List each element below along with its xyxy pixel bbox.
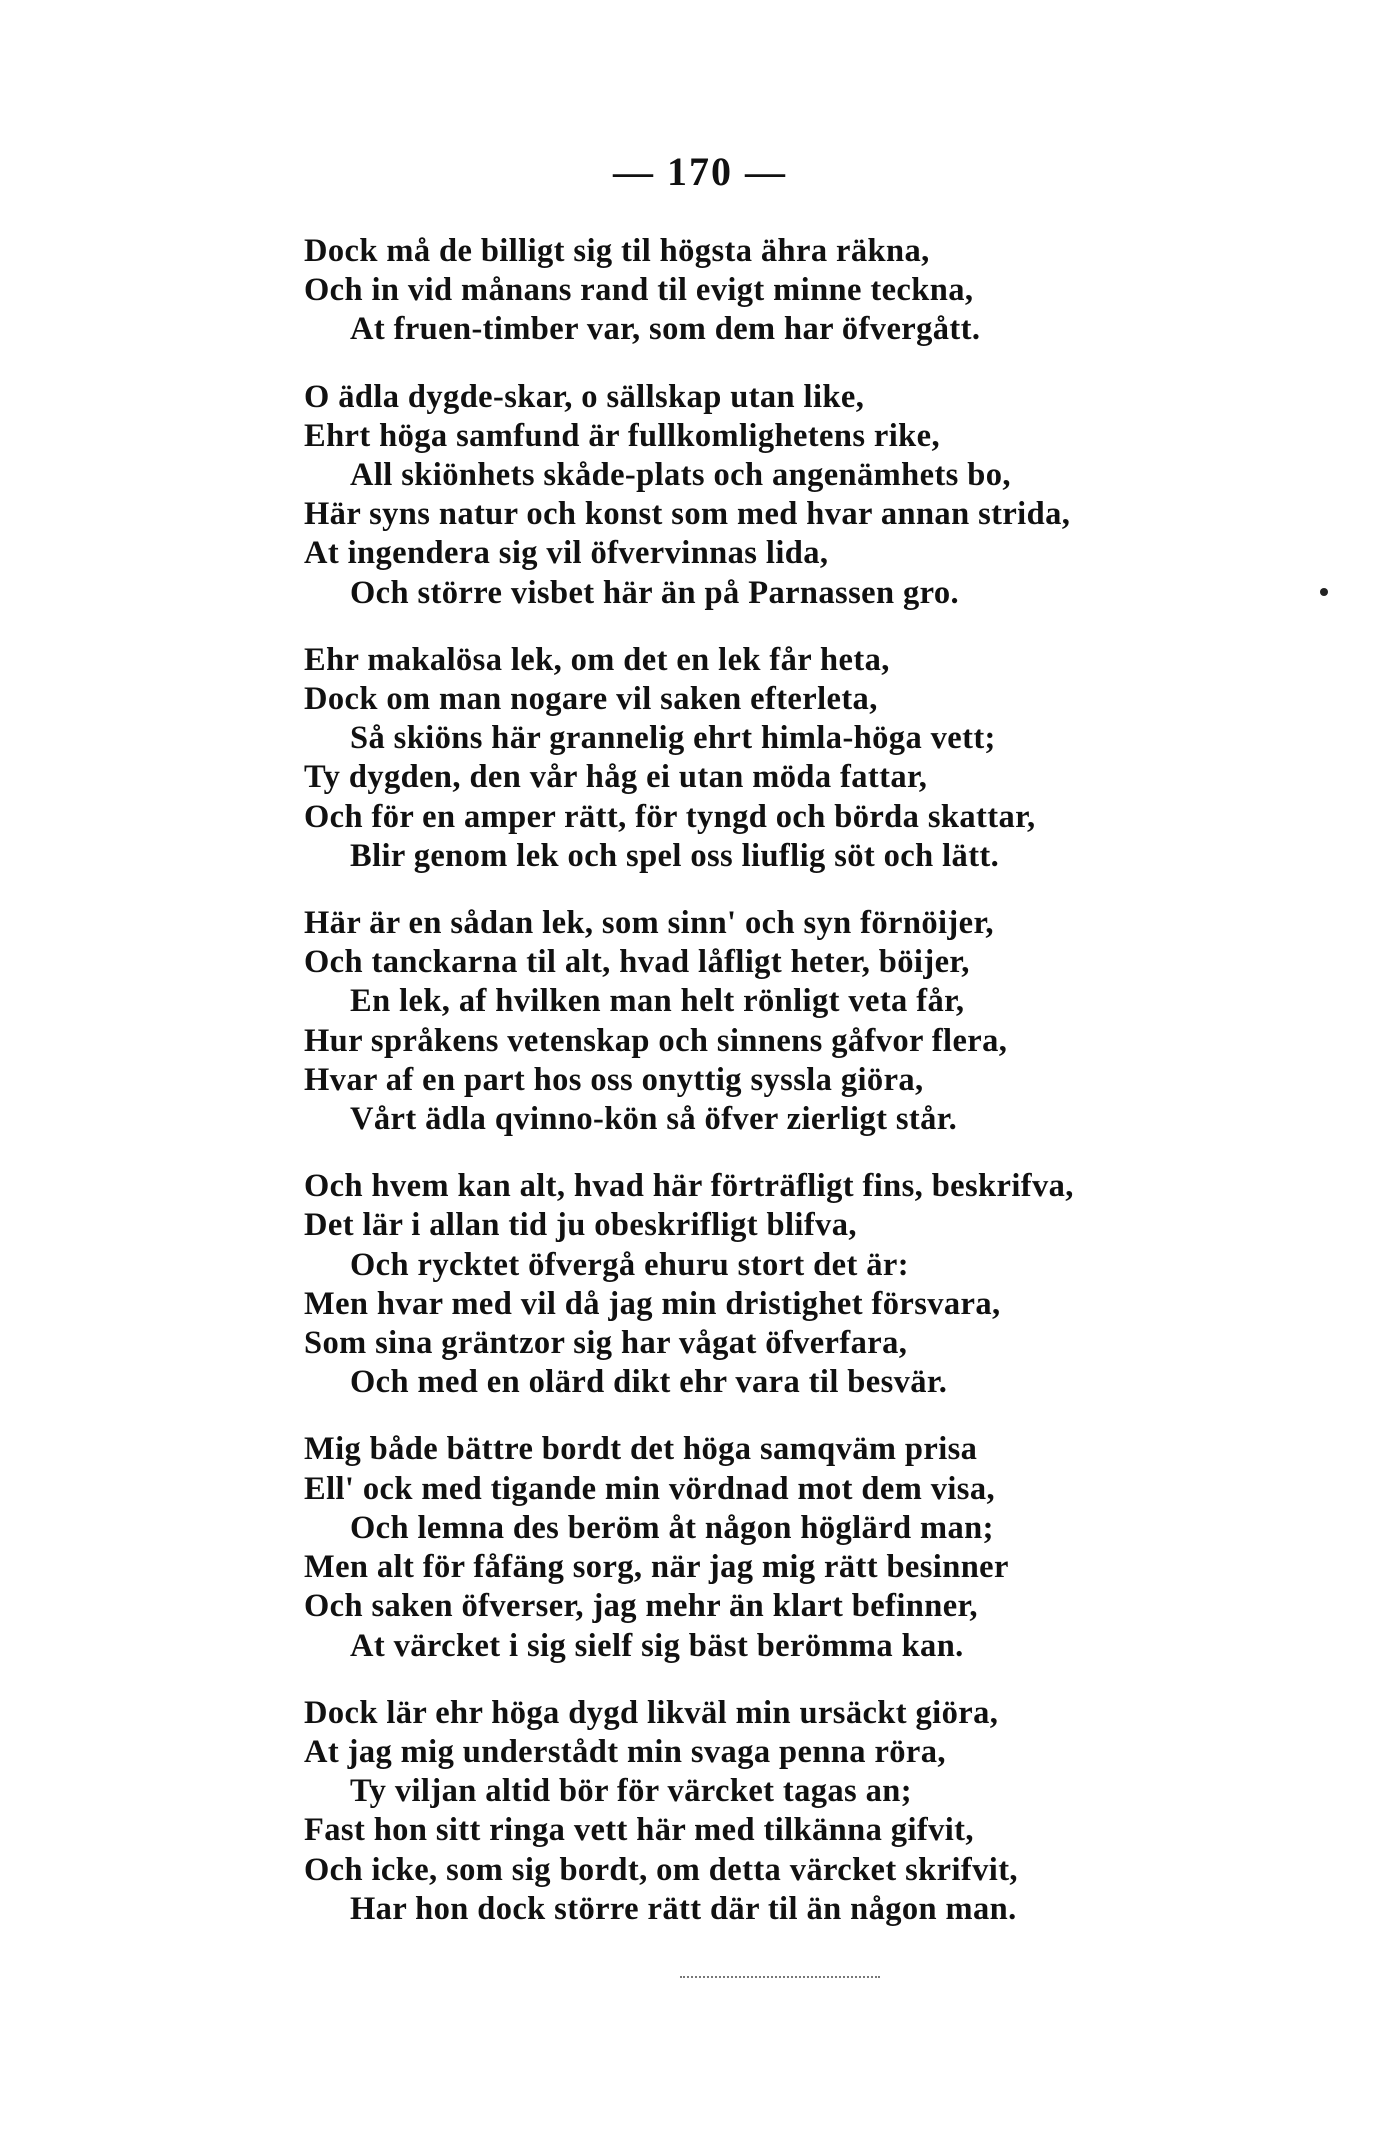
stanza xyxy=(304,1167,1364,1402)
poem-line: At jag mig understådt min svaga penna röra, xyxy=(304,1733,946,1770)
poem-line: Och rycktet öfvergå ehuru stort det är: xyxy=(350,1246,909,1283)
poem-line: Har hon dock större rätt där til än någon man. xyxy=(350,1890,1017,1927)
poem-line: Det lär i allan tid ju obeskrifligt blifva, xyxy=(304,1207,857,1244)
poem-line: At ingendera sig vil öfvervinnas lida, xyxy=(304,535,829,572)
poem-line: Och saken öfverser, jag mehr än klart befinner, xyxy=(304,1588,978,1625)
poem-line: Hvar af en part hos oss onyttig syssla giöra, xyxy=(304,1061,924,1098)
poem-line: Dock om man nogare vil saken efterleta, xyxy=(304,681,878,718)
poem-line: Ell' ock med tigande min vördnad mot dem visa, xyxy=(304,1470,996,1507)
poem-line: At värcket i sig sielf sig bäst berömma kan. xyxy=(350,1627,964,1664)
stanza xyxy=(304,904,1364,1139)
poem-line: Här är en sådan lek, som sinn' och syn förnöijer, xyxy=(304,905,994,942)
poem-line: Ehr makalösa lek, om det en lek får heta, xyxy=(304,641,890,678)
poem-line: Dock lär ehr höga dygd likväl min ursäckt giöra, xyxy=(304,1694,999,1731)
poem-line: Ehrt höga samfund är fullkomlighetens rike, xyxy=(304,417,940,454)
stanza xyxy=(304,1430,1364,1665)
stanza xyxy=(304,378,1364,613)
poem-line: En lek, af hvilken man helt rönligt veta får, xyxy=(350,983,965,1020)
poem-line: Men alt för fåfäng sorg, när jag mig rätt besinner xyxy=(304,1549,1009,1586)
poem-line: Ty dygden, den vår håg ei utan möda fattar, xyxy=(304,759,928,796)
footer-rule xyxy=(680,1976,880,1978)
poem-line: All skiönhets skåde-plats och angenämhets bo, xyxy=(350,457,1011,494)
poem-line: Dock må de billigt sig til högsta ähra räkna, xyxy=(304,233,930,269)
poem-line: Fast hon sitt ringa vett här med tilkänna gifvit, xyxy=(304,1812,974,1849)
poem-line: Men hvar med vil då jag min dristighet försvara, xyxy=(304,1285,1001,1322)
poem-line: Och lemna des beröm åt någon höglärd man; xyxy=(350,1509,994,1546)
poem-line: Här syns natur och konst som med hvar annan strida, xyxy=(304,496,1071,533)
stanza xyxy=(304,641,1364,876)
poem-line: Blir genom lek och spel oss liuflig söt och lätt. xyxy=(350,837,1000,874)
poem-line: Ty viljan altid bör för värcket tagas an; xyxy=(350,1773,912,1810)
poem-line: Och större visbet här än på Parnassen gro. xyxy=(350,574,960,611)
stanza xyxy=(304,232,1364,350)
poem-line: Hur språkens vetenskap och sinnens gåfvor flera, xyxy=(304,1022,1008,1059)
poem-line: Så skiöns här grannelig ehrt himla-höga vett; xyxy=(350,720,996,757)
poem-line: Vårt ädla qvinno-kön så öfver zierligt står. xyxy=(350,1101,958,1138)
poem-line: O ädla dygde-skar, o sällskap utan like, xyxy=(304,378,865,415)
stanza xyxy=(304,1694,1364,1929)
poem-line: Mig både bättre bordt det höga samqväm prisa xyxy=(304,1431,978,1468)
poem xyxy=(304,232,1364,1957)
poem-line: Som sina gräntzor sig har vågat öfverfara, xyxy=(304,1325,908,1362)
poem-line: Och hvem kan alt, hvad här förträfligt fins, beskrifva, xyxy=(304,1168,1074,1205)
poem-line: Och tanckarna til alt, hvad låfligt heter, böijer, xyxy=(304,944,970,981)
poem-line: Och för en amper rätt, för tyngd och börda skattar, xyxy=(304,798,1036,835)
page-number: — 170 — xyxy=(613,149,787,194)
poem-line: Och in vid månans rand til evigt minne teckna, xyxy=(304,272,974,309)
poem-line: Och med en olärd dikt ehr vara til besvär. xyxy=(350,1364,948,1401)
poem-line: Och icke, som sig bordt, om detta värcket skrifvit, xyxy=(304,1851,1018,1888)
poem-line: At fruen-timber var, som dem har öfvergått. xyxy=(350,311,981,348)
